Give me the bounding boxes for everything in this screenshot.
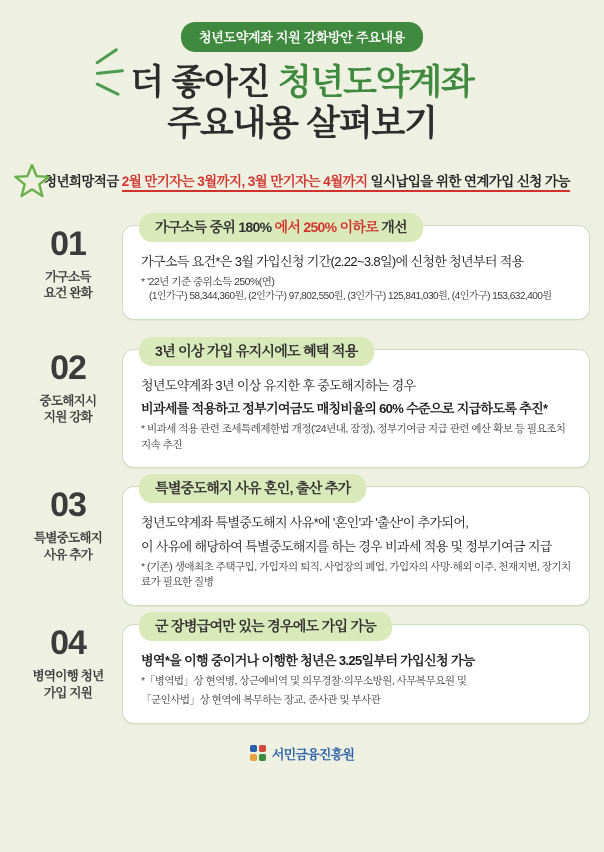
organization-logo: [250, 744, 354, 763]
subtitle-part-2: 일시납입을 위한 연계가입 신청 가능: [367, 174, 569, 192]
item-card: [122, 218, 590, 320]
item-number: 01: [50, 224, 86, 263]
logo-text: 서민금융진흥원: [271, 747, 355, 763]
item-body-line: 청년도약계좌 특별중도해지 사유*에 '혼인'과 '출산'이 추가되어,: [141, 515, 469, 531]
item-number-column: [14, 472, 122, 564]
title-line-1-accent: 청년도약계좌: [277, 63, 474, 102]
item-card-heading: 3년 이상 가입 유지시에도 혜택 적용: [139, 337, 374, 366]
logo-mark-icon: [250, 745, 267, 762]
item-card: [122, 618, 590, 724]
list-item: [14, 211, 590, 331]
heading-plain-1: 가구소득 중위 180%: [155, 218, 275, 235]
item-body-line: 병역*을 이행 중이거나 이행한 청년은 3.25일부터 가입신청 가능: [141, 653, 475, 669]
item-card-heading: 특별중도해지 사유 혼인, 출산 추가: [139, 474, 366, 503]
title-line-1-plain: 더 좋아진: [130, 63, 278, 102]
item-number: 02: [50, 348, 86, 387]
star-icon: [14, 163, 50, 199]
item-label: 중도해지시 지원 강화: [39, 393, 97, 425]
title-line-2: 주요내용 살펴보기: [167, 104, 437, 144]
item-number-column: [14, 610, 122, 702]
item-body-line: 청년도약계좌 3년 이상 유지한 후 중도해지하는 경우: [141, 377, 416, 393]
item-label: 병역이행 청년 가입 지원: [32, 669, 104, 701]
header-badge: 청년도약계좌 지원 강화방안 주요내용: [181, 22, 423, 52]
item-body-line: 비과세를 적용하고 정부기여금도 매칭비율의 60% 수준으로 지급하도록 추진*: [141, 400, 548, 416]
item-number-column: [14, 335, 122, 427]
item-note: * 비과세 적용 관련 조세특례제한법 개정('24년내, 잠정), 정부기여금 지급 관련 예산 확보 등 필요조치 지속 추진: [141, 422, 566, 451]
header: [0, 0, 604, 151]
subtitle-part-1: 청년희망적금: [44, 173, 122, 189]
list-item: [14, 335, 590, 469]
subtitle-row: [0, 165, 604, 199]
item-card-heading: 군 장병급여만 있는 경우에도 가입 가능: [139, 612, 392, 641]
item-body-line: 가구소득 요건*은 3월 가입신청 기간(2.22~3.8일)에 신청한 청년부터 적용: [141, 253, 524, 269]
items-list: [0, 205, 604, 731]
subtitle-text: [44, 165, 604, 199]
item-number: 04: [50, 624, 86, 663]
heading-highlight: 에서 250% 이하로: [274, 218, 379, 235]
item-number: 03: [50, 486, 86, 525]
item-note-sub: (1인가구) 58,344,360원, (2인가구) 97,802,550원, (3인가구) 125,841,030원, (4인가구) 153,632,400원: [149, 291, 552, 303]
item-note: * (기존) 생애최초 주택구입, 가입자의 퇴직, 사업장의 폐업, 가입자의 사망·해외 이주, 천재지변, 장기치료가 필요한 질병: [141, 560, 571, 589]
item-note: * '22년 기준 중위소득 250%(연): [141, 275, 275, 288]
speech-mark-icon: [96, 62, 130, 102]
item-card: [122, 480, 590, 606]
subtitle-highlight: 2월 만기자는 3월까지, 3월 만기자는 4월까지: [122, 174, 368, 192]
item-note: *「병역법」상 현역병, 상근예비역 및 의무경찰·의무소방원, 사무복무요원 및: [141, 675, 467, 688]
item-label: 가구소득 요건 완화: [43, 269, 93, 301]
item-note-sub: 「군인사법」상 현역에 복무하는 장교, 준사관 및 부사관: [141, 694, 381, 707]
heading-plain-2: 개선: [378, 218, 407, 235]
item-card-heading: [139, 213, 423, 242]
page-title: [0, 62, 604, 145]
footer: [0, 736, 604, 781]
item-body-line: 이 사유에 해당하여 특별중도해지를 하는 경우 비과세 적용 및 정부기여금 지급: [141, 538, 552, 554]
item-number-column: [14, 211, 122, 303]
item-label: 특별중도해지 사유 추가: [33, 531, 103, 563]
item-card: [122, 342, 590, 469]
list-item: [14, 610, 590, 730]
list-item: [14, 472, 590, 606]
title-line-1: [0, 62, 604, 103]
